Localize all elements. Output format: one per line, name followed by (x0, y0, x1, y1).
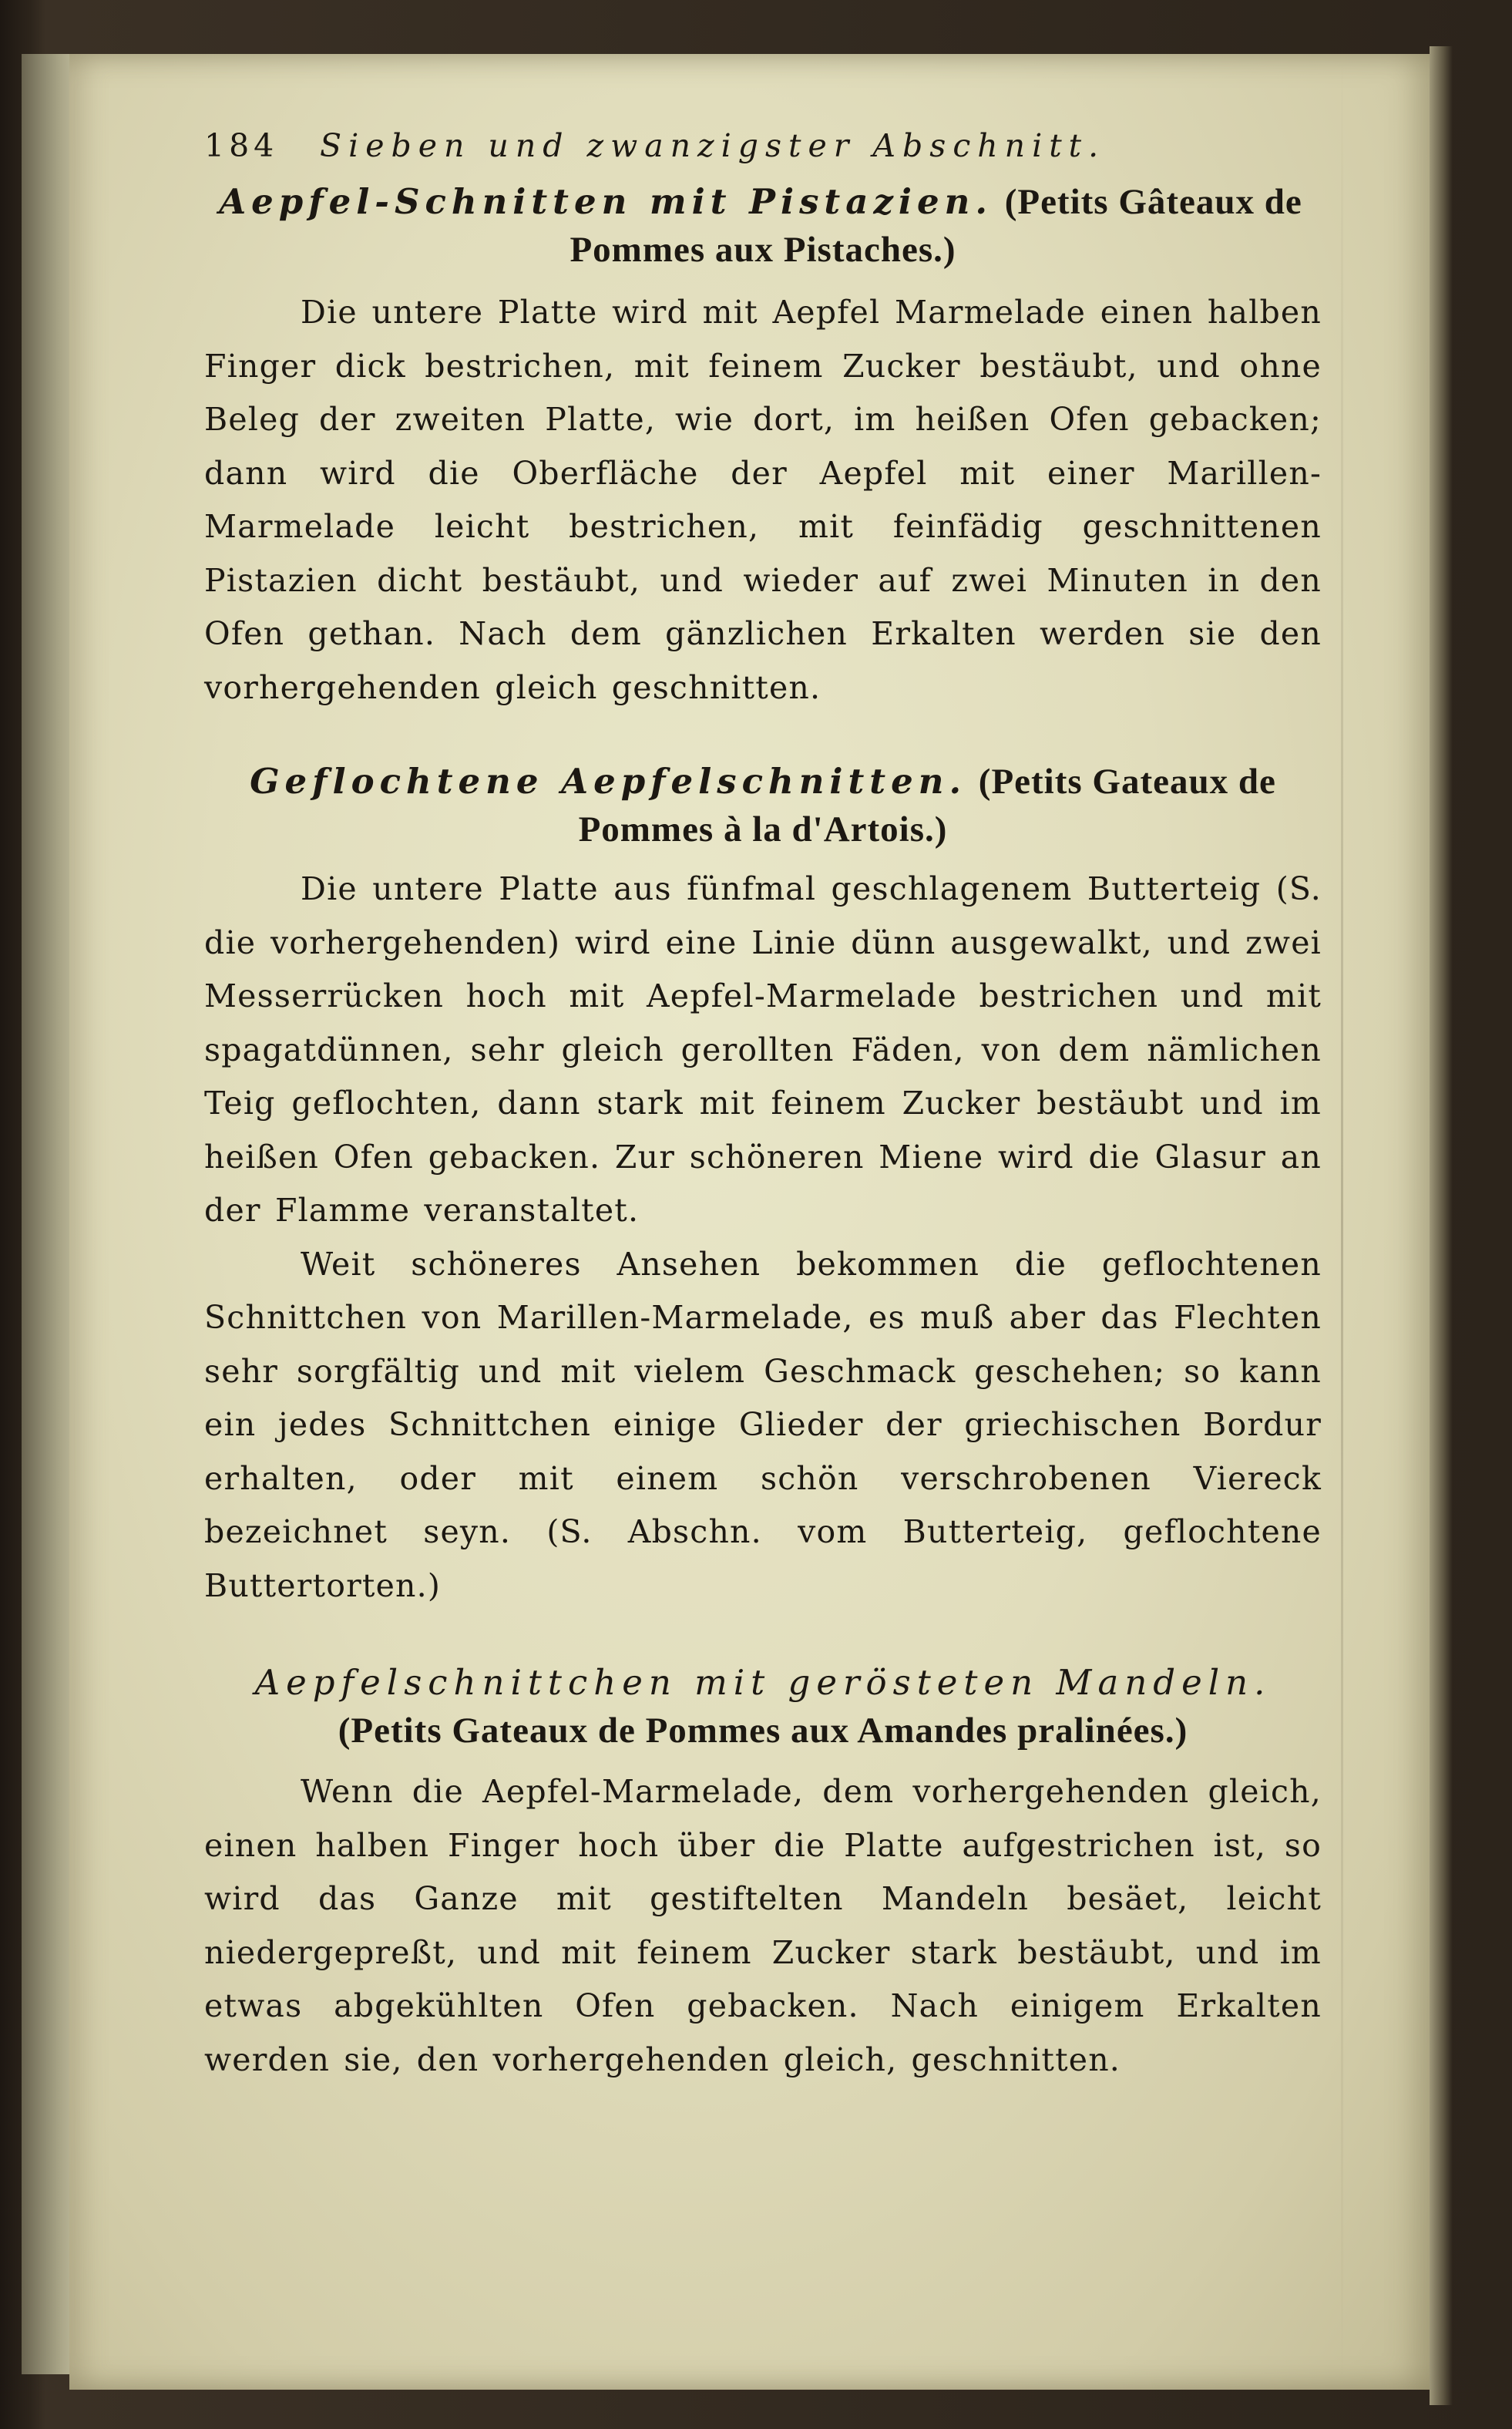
recipe-title-german: Aepfelschnittchen mit gerösteten Mandeln. (254, 1662, 1272, 1703)
recipe-title (204, 758, 1322, 853)
recipe-apple-slices-roasted-almonds (204, 1659, 1322, 2087)
recipe-paragraph: Weit schöneres Ansehen bekommen die geflochtenen Schnittchen von Marillen-Marmelade, es muß aber das Flechten sehr sorgfältig und mit vielem Geschmack geschehen; so kann ein jedes Schnittchen einige Glieder der griechischen Bordur erhalten, oder mit einem schön verschrobenen Viereck bezeichnet seyn. (S. Abschn. vom Butterteig, geflochtene Buttertorten.) (204, 1245, 1322, 1604)
chapter-running-title: Sieben und zwanzigster Abschnitt. (320, 127, 1106, 164)
page-fold-shadow (1341, 54, 1343, 2390)
recipe-title-german: Geflochtene Aepfelschnitten. (250, 761, 967, 802)
recipe-paragraph: Die untere Platte aus fünfmal geschlagenem Butterteig (S. die vorhergehenden) wird eine Linie dünn ausgewalkt, und zwei Messerrücken hoch mit Aepfel-Marmelade bestrichen und mit spagatdünnen, sehr gleich gerollten Fäden, von dem nämlichen Teig geflochten, dann stark mit feinem Zucker bestäubt und im heißen Ofen gebacken. Zur schöneren Miene wird die Glasur an der Flamme veranstaltet. (204, 870, 1322, 1229)
recipe-title (204, 178, 1322, 274)
recipe-title-german: Aepfel-Schnitten mit Pistazien. (219, 181, 993, 222)
recipe-pistachio-apple-slices (204, 178, 1322, 715)
book-gutter (22, 54, 76, 2374)
page-number: 184 (204, 127, 279, 164)
recipe-paragraph: Wenn die Aepfel-Marmelade, dem vorhergehenden gleich, einen halben Finger hoch über die Platte aufgestrichen ist, so wird das Ganze mit gestiftelten Mandeln besäet, leicht niedergepreßt, und mit feinem Zucker stark bestäubt, und im etwas abgekühlten Ofen gebacken. Nach einigem Erkalten werden sie, den vorhergehenden gleich, geschnitten. (204, 1773, 1322, 2078)
recipe-paragraph: Die untere Platte wird mit Aepfel Marmelade einen halben Finger dick bestrichen, mit feinem Zucker bestäubt, und ohne Beleg der zweiten Platte, wie dort, im heißen Ofen gebacken; dann wird die Oberfläche der Aepfel mit einer Marillen-Marmelade leicht bestrichen, mit feinfädig geschnittenen Pistazien dicht bestäubt, und wieder auf zwei Minuten in den Ofen gethan. Nach dem gänzlichen Erkalten werden sie den vorhergehenden gleich geschnitten. (204, 294, 1322, 706)
recipe-title-french: (Petits Gateaux de Pommes à la d'Artois.) (578, 762, 1276, 849)
recipe-braided-apple-slices (204, 758, 1322, 1613)
page-edge (1430, 46, 1453, 2405)
recipe-title-french: (Petits Gateaux de Pommes aux Amandes pralinées.) (338, 1711, 1188, 1751)
recipe-title-french: (Petits Gâteaux de Pommes aux Pistaches.) (570, 182, 1302, 270)
recipe-title (204, 1659, 1322, 1754)
running-header (204, 127, 1322, 173)
page-content (204, 127, 1322, 2087)
